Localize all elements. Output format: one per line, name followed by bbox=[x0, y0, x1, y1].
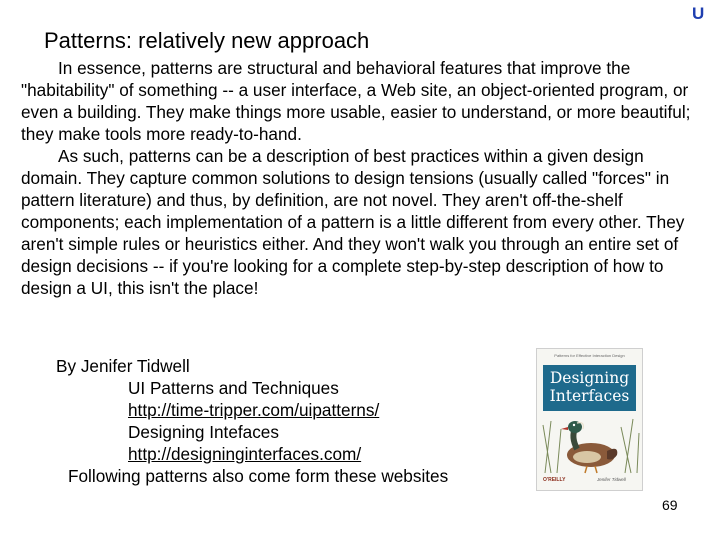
book-author: Jenifer Tidwell bbox=[597, 477, 626, 482]
paragraph-2: As such, patterns can be a description of best practices within a given design domain. They capture common solutions to design tensions (usually called "forces" in pattern literature) and thus, by definition, are not novel. They aren't off-the-shelf components; each implementation of a pattern is a little different from every other. They aren't simple rules or heuristics either. And they won't walk you through an entire set of design decisions -- if you're looking for a complete step-by-step description of how to design a UI, this isn't the place! bbox=[21, 146, 685, 298]
paragraph-1: In essence, patterns are structural and behavioral features that improve the "habitability" of something -- a user interface, a Web site, an object-oriented program, or even a building. They make things more usable, easier to understand, or more beautiful; they make tools more ready-to-hand. bbox=[21, 58, 691, 144]
book-publisher: O'REILLY bbox=[543, 477, 566, 483]
book-title bbox=[543, 369, 636, 405]
footer-line: Following patterns also come form these websites bbox=[68, 466, 449, 486]
page-number: 69 bbox=[662, 497, 678, 513]
book2-title: Designing Intefaces bbox=[128, 422, 279, 442]
book1-title: UI Patterns and Techniques bbox=[128, 378, 339, 398]
corner-mark: U bbox=[692, 4, 705, 23]
author-line: By Jenifer Tidwell bbox=[56, 356, 190, 376]
duck-illustration bbox=[537, 411, 642, 477]
body-text bbox=[21, 57, 691, 299]
book-title-line2: Interfaces bbox=[549, 387, 630, 405]
book2-link[interactable]: http://designinginterfaces.com/ bbox=[128, 444, 362, 464]
book-cover-image bbox=[536, 348, 643, 491]
book-title-box bbox=[543, 365, 636, 411]
book-tagline: Patterns for Effective Interaction Design bbox=[554, 353, 625, 358]
book1-link[interactable]: http://time-tripper.com/uipatterns/ bbox=[128, 400, 380, 420]
slide-title: Patterns: relatively new approach bbox=[44, 28, 370, 53]
book-title-line1: Designing bbox=[549, 369, 630, 387]
